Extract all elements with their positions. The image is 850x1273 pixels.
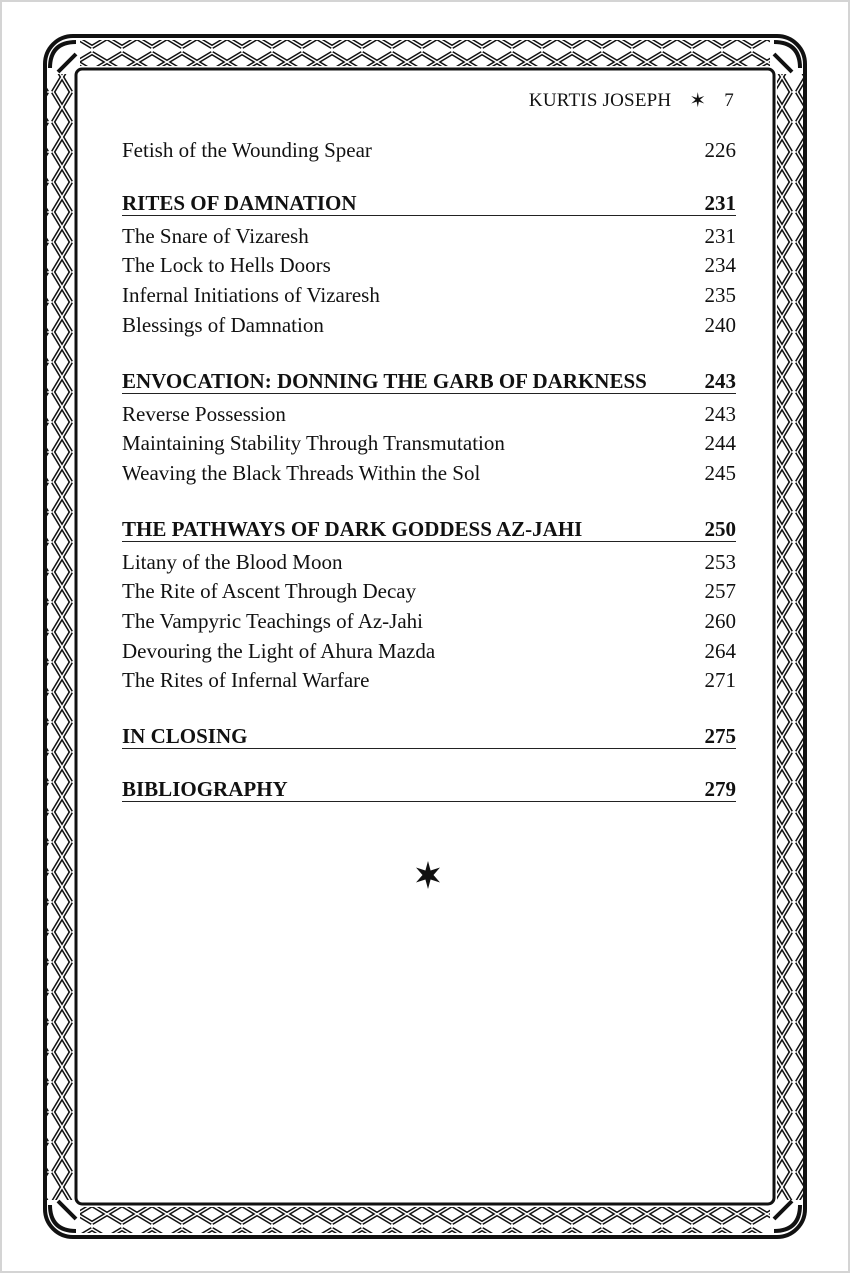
toc-entry	[122, 311, 736, 341]
toc-entry-page: 264	[704, 638, 736, 663]
toc-section-title: BIBLIOGRAPHY	[122, 777, 288, 802]
toc-entry	[122, 222, 736, 252]
six-pointed-star-icon	[413, 860, 443, 890]
star-icon: ✶	[689, 90, 707, 112]
toc-entry-title: The Rite of Ascent Through Decay	[122, 579, 417, 604]
table-of-contents	[122, 136, 736, 802]
toc-entry-page: 235	[704, 283, 736, 308]
running-head	[529, 88, 734, 113]
toc-section-page: 231	[704, 190, 736, 215]
toc-entry-page: 226	[704, 138, 736, 162]
toc-entry-title: The Lock to Hells Doors	[122, 253, 331, 278]
toc-entry	[122, 607, 736, 637]
toc-entry	[122, 666, 736, 696]
toc-entry-page: 257	[704, 579, 736, 604]
toc-entry-title: The Rites of Infernal Warfare	[122, 668, 370, 693]
toc-entry	[122, 136, 736, 166]
toc-entry-title: Devouring the Light of Ahura Mazda	[122, 638, 436, 663]
author-name: KURTIS JOSEPH	[528, 89, 672, 111]
toc-entry	[122, 429, 736, 459]
toc-section-title: ENVOCATION: DONNING THE GARB OF DARKNESS	[122, 368, 647, 393]
toc-section-title: THE PATHWAYS OF DARK GODDESS AZ-JAHI	[122, 516, 583, 541]
toc-entry	[122, 577, 736, 607]
toc-entry-page: 240	[704, 312, 736, 337]
toc-entry-title: Blessings of Damnation	[122, 312, 324, 337]
toc-section-heading	[122, 513, 736, 542]
toc-section-heading	[122, 773, 736, 802]
toc-entry-page: 234	[704, 253, 736, 278]
toc-section-title: RITES OF DAMNATION	[122, 190, 357, 215]
toc-entry-page: 245	[704, 460, 736, 485]
toc-entry-title: Weaving the Black Threads Within the Sol	[122, 460, 481, 485]
toc-entry-page: 253	[704, 549, 736, 574]
toc-entry-title: Reverse Possession	[122, 401, 286, 426]
toc-entry	[122, 400, 736, 430]
toc-section-heading	[122, 365, 736, 394]
toc-section-page: 243	[704, 368, 736, 393]
toc-section-page: 250	[704, 516, 736, 541]
toc-section-heading	[122, 187, 736, 216]
toc-entry-page: 244	[704, 431, 736, 456]
toc-entry-title: The Vampyric Teachings of Az-Jahi	[122, 609, 424, 634]
page-number: 7	[724, 89, 734, 111]
toc-entry	[122, 459, 736, 489]
toc-entry-title: The Snare of Vizaresh	[122, 223, 309, 248]
toc-entry-title: Maintaining Stability Through Transmutation	[122, 431, 505, 456]
toc-entry-page: 231	[704, 223, 736, 248]
toc-entry-page: 260	[704, 609, 736, 634]
toc-section-heading	[122, 720, 736, 749]
toc-entry	[122, 281, 736, 311]
toc-entry	[122, 637, 736, 667]
toc-entry-page: 271	[704, 668, 736, 693]
toc-entry-title: Litany of the Blood Moon	[122, 549, 343, 574]
toc-entry-title: Infernal Initiations of Vizaresh	[122, 283, 380, 308]
toc-section-page: 279	[704, 777, 736, 802]
toc-entry	[122, 548, 736, 578]
toc-entry-title: Fetish of the Wounding Spear	[122, 138, 372, 162]
toc-section-title: IN CLOSING	[122, 724, 248, 749]
toc-entry-page: 243	[704, 401, 736, 426]
toc-entry	[122, 251, 736, 281]
toc-section-page: 275	[704, 724, 736, 749]
